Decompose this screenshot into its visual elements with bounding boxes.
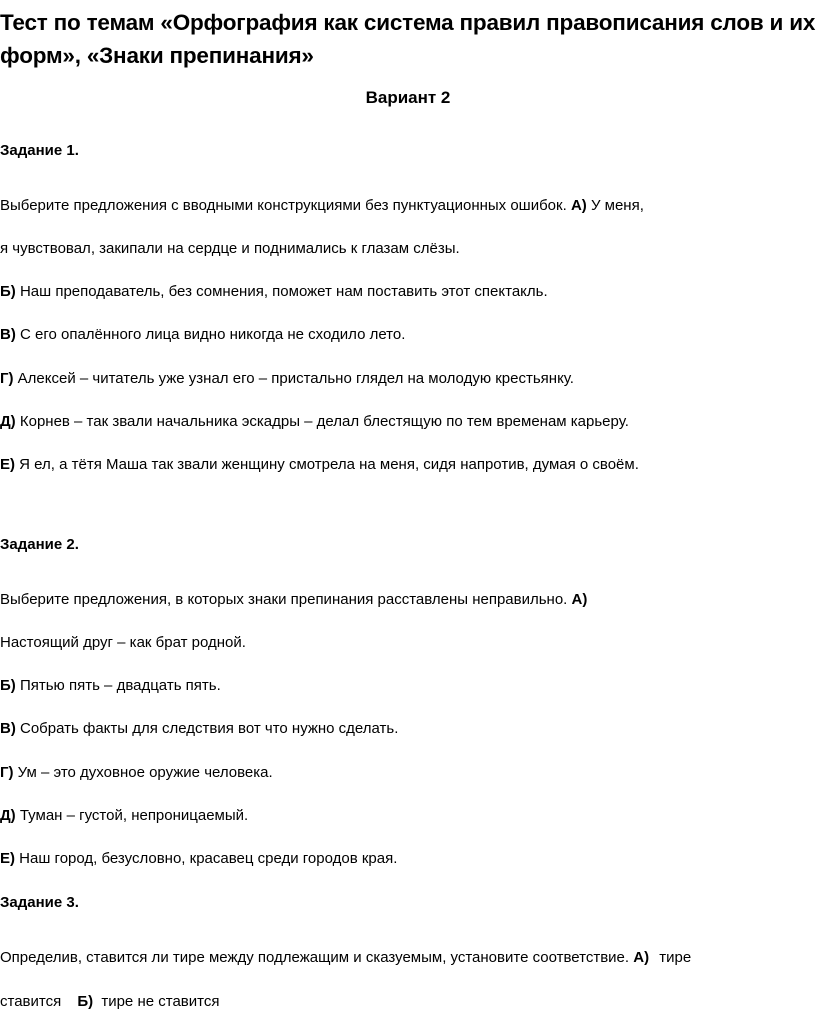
option-text: С его опалённого лица видно никогда не сходило лето.: [20, 326, 406, 343]
option-letter: Г): [0, 764, 14, 781]
task3-option-a-letter: А): [633, 949, 650, 966]
task2-intro-line: [0, 590, 587, 610]
task2-heading: Задание 2.: [0, 536, 79, 553]
option-text: Я ел, а тётя Маша так звали женщину смотрела на меня, сидя напротив, думая о своём.: [19, 456, 639, 473]
option-text: Наш город, безусловно, красавец среди городов края.: [19, 850, 398, 867]
task2-option-d: [0, 806, 248, 826]
task1-option-g: [0, 369, 574, 389]
option-text: Ум – это духовное оружие человека.: [17, 764, 273, 781]
task1-option-d: [0, 412, 629, 432]
task3-option-b-text: тире не ставится: [101, 993, 220, 1010]
option-letter: Е): [0, 456, 15, 473]
task3-heading: Задание 3.: [0, 894, 79, 911]
task3-intro-line: [0, 948, 691, 968]
option-text: Пятью пять – двадцать пять.: [19, 677, 221, 694]
task2-option-v: [0, 719, 398, 739]
task2-option-b: [0, 676, 221, 696]
task1-option-a-continuation: я чувствовал, закипали на сердце и поднимались к глазам слёзы.: [0, 240, 460, 257]
task1-option-b: [0, 282, 548, 302]
option-letter: Е): [0, 850, 15, 867]
task3-options-line: [0, 992, 219, 1012]
option-text: Корнев – так звали начальника эскадры – делал блестящую по тем временам карьеру.: [19, 413, 629, 430]
task3-option-b-letter: Б): [77, 993, 94, 1010]
option-text: Алексей – читатель уже узнал его – пристально глядел на молодую крестьянку.: [17, 370, 574, 387]
option-letter: Г): [0, 370, 14, 387]
option-text: Наш преподаватель, без сомнения, поможет нам поставить этот спектакль.: [19, 283, 548, 300]
task2-option-e: [0, 849, 397, 869]
task3-intro: Определив, ставится ли тире между подлежащим и сказуемым, установите соответствие.: [0, 949, 630, 966]
variant-label: Вариант 2: [365, 88, 451, 107]
option-text: Туман – густой, непроницаемый.: [19, 807, 249, 824]
option-letter: В): [0, 326, 16, 343]
task1-option-a-text-start: У меня,: [590, 197, 644, 214]
task2-intro: Выберите предложения, в которых знаки препинания расставлены неправильно.: [0, 591, 568, 608]
option-letter: В): [0, 720, 16, 737]
task1-intro-line: [0, 196, 644, 216]
document-title: Тест по темам «Орфография как система правил правописания слов и их форм», «Знаки препинания»: [0, 10, 816, 68]
task1-option-v: [0, 325, 405, 345]
option-letter: Б): [0, 677, 16, 694]
task1-heading: Задание 1.: [0, 142, 79, 159]
task1-option-a-letter: А): [570, 197, 587, 214]
task2-option-a-letter: А): [571, 591, 588, 608]
task1-option-e: [0, 455, 639, 475]
task2-option-g: [0, 763, 273, 783]
task1-intro: Выберите предложения с вводными конструкциями без пунктуационных ошибок.: [0, 197, 567, 214]
option-letter: Д): [0, 413, 16, 430]
option-letter: Б): [0, 283, 16, 300]
task2-option-a-text: Настоящий друг – как брат родной.: [0, 634, 246, 651]
task3-option-a-continuation: ставится: [0, 993, 62, 1010]
option-text: Собрать факты для следствия вот что нужно сделать.: [20, 720, 399, 737]
task3-option-a-text-start: тире: [659, 949, 692, 966]
option-letter: Д): [0, 807, 16, 824]
